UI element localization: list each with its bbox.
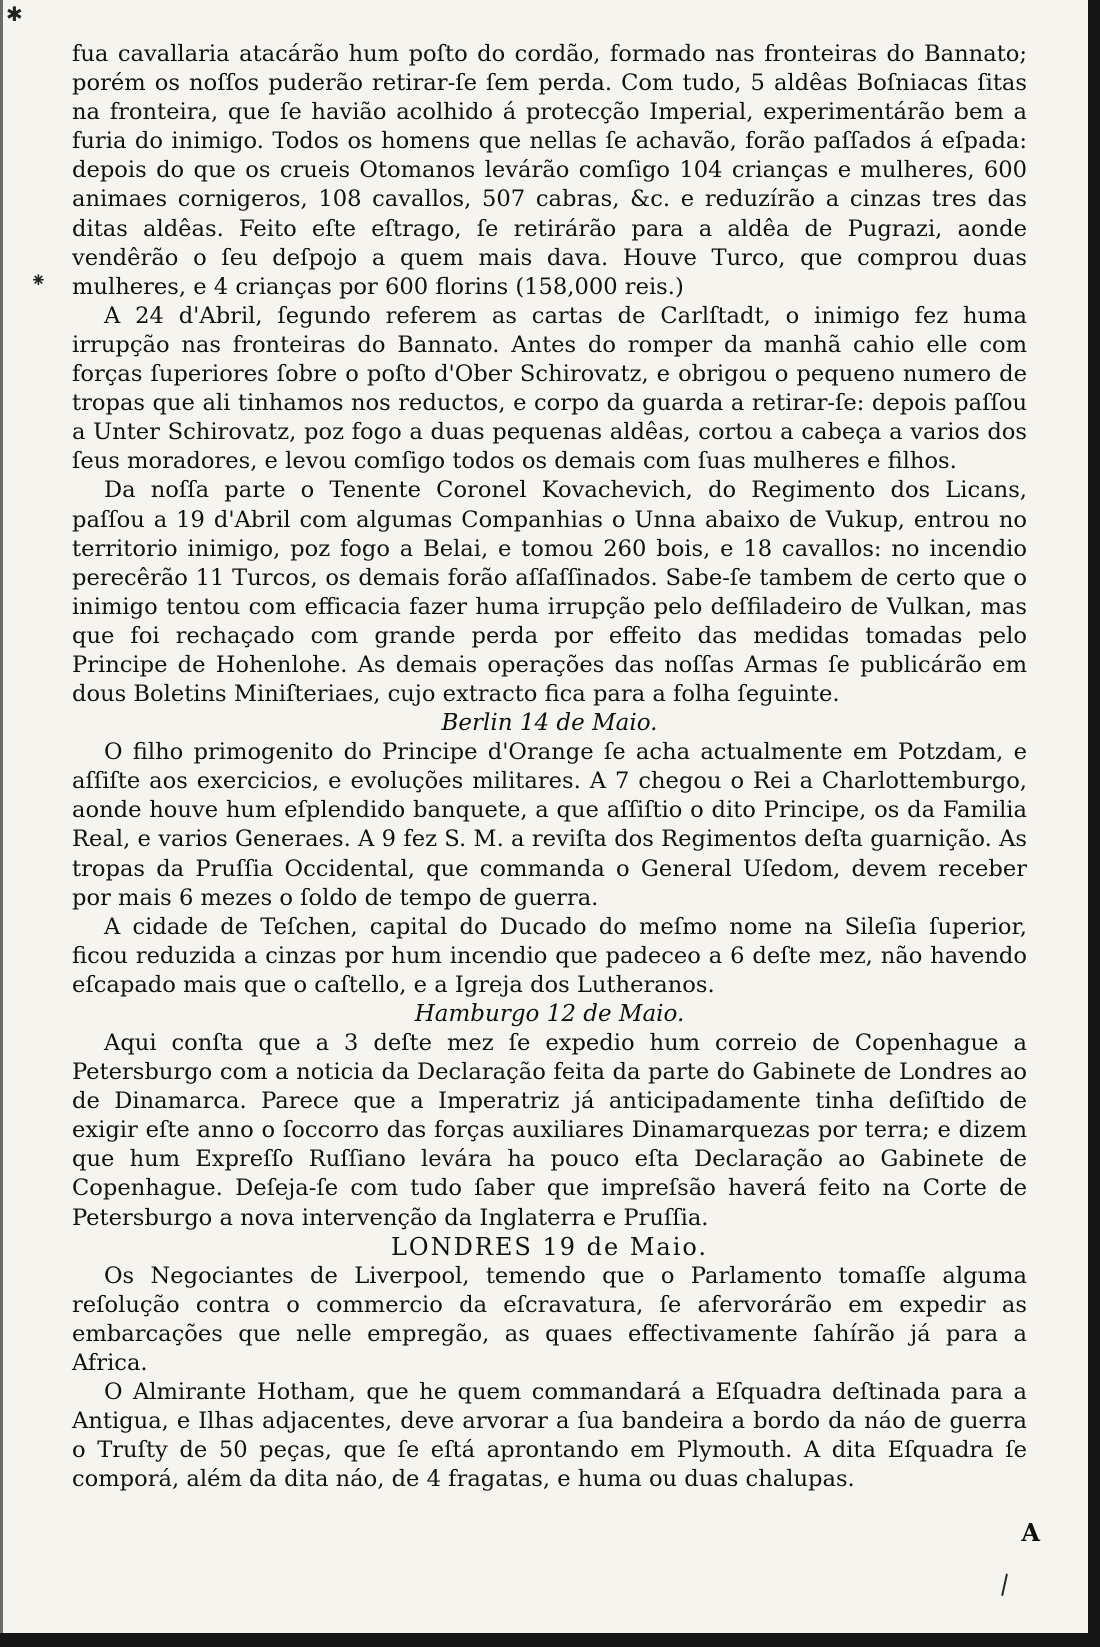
paragraph-teschen: A cidade de Teſchen, capital do Ducado do meſmo nome na Sileſia ſuperior, ficou reduzida a cinzas por hum incendio que padeceo a 6 deſte mez, não havendo eſcapado mais que o caſtello, e a Igreja dos Lutheranos. <box>72 913 1027 998</box>
paragraph-carlstadt: A 24 d'Abril, ſegundo referem as cartas de Carlſtadt, o inimigo fez huma irrupção nas fronteiras do Bannato. Antes do romper da manhã cahio elle com forças ſuperiores ſobre o poſto d'Ober Schirovatz, e obrigou o pequeno numero de tropas que ali tinhamos nos reductos, e corpo da guarda a retirar-ſe: depois paſſou a Unter Schirovatz, poz fogo a duas pequenas aldêas, cortou a cabeça a varios dos ſeus moradores, e levou comſigo todos os demais com ſuas mulheres e filhos. <box>72 302 1027 475</box>
paragraph-continued: fua cavallaria atacárão hum poſto do cordão, formado nas fronteiras do Bannato; porém os noſſos puderão retirar-ſe ſem perda. Com tudo, 5 aldêas Boſniacas ſitas na fronteira, que ſe havião acolhido á protecção Imperial, experimentárão bem a furia do inimigo. Todos os homens que nellas ſe achavão, forão paſſados á eſpada: depois do que os crueis Otomanos levárão comſigo 104 crianças e mulheres, 600 animaes cornigeros, 108 cavallos, 507 cabras, &c. e reduzírão a cinzas tres das ditas aldêas. Feito eſte eſtrago, ſe retirárão para a aldêa de Pugrazi, aonde vendêrão o ſeu deſpojo a quem mais dava. Houve Turco, que comprou duas mulheres, e 4 crianças por 600 florins (158,000 reis.) <box>72 41 1027 300</box>
dateline-berlin: Berlin 14 de Maio. <box>441 710 658 737</box>
paragraph-liverpool: Os Negociantes de Liverpool, temendo que o Parlamento tomaſſe alguma reſolução contra o commercio da eſcravatura, ſe afervorárão em expedir as embarcações que nelle empregão, as quaes effectivamente ſahírão já para a Africa. <box>72 1262 1027 1376</box>
page-edge-right <box>1088 0 1100 1647</box>
text-column <box>72 40 1027 1494</box>
page-edge-left <box>0 0 3 1647</box>
paragraph-orange: O filho primogenito do Principe d'Orange ſe acha actualmente em Potzdam, e aſſiſte aos exercicios, e evoluções militares. A 7 chegou o Rei a Charlottemburgo, aonde houve hum eſplendido banquete, a que aſſiſtio o dito Principe, os da Familia Real, e varios Generaes. A 9 fez S. M. a reviſta dos Regimentos deſta guarnição. As tropas da Pruſſia Occidental, que commanda o General Uſedom, devem receber por mais 6 mezes o ſoldo de tempo de guerra. <box>72 739 1027 911</box>
catchword: A <box>1021 1518 1040 1547</box>
paragraph-hotham: O Almirante Hotham, que he quem commandará a Eſquadra deſtinada para a Antigua, e Ilhas adjacentes, deve arvorar a ſua bandeira a bordo da náo de guerra o Truſty de 50 peças, que ſe eſtá aprontando em Plymouth. A dita Eſquadra ſe comporá, além da dita náo, de 4 fragatas, e huma ou duas chalupas. <box>72 1379 1027 1493</box>
dateline-londres: LONDRES 19 de Maio. <box>390 1232 709 1261</box>
dateline-hamburgo: Hamburgo 12 de Maio. <box>414 1001 685 1027</box>
ink-speck-icon: ⁕ <box>30 268 47 292</box>
paragraph-copenhague: Aqui conſta que a 3 deſte mez ſe expedio hum correio de Copenhague a Petersburgo com a noticia da Declaração feita da parte do Gabinete de Londres ao de Dinamarca. Parece que a Imperatriz já anticipadamente tinha deſiſtido de exigir eſte anno o ſoccorro das forças auxiliares Dinamarquezas por terra; e dizem que hum Expreſſo Ruſſiano levára ha pouco eſta Declaração ao Gabinete de Copenhague. Deſeja-ſe com tudo ſaber que impreſsão haverá feito na Corte de Petersburgo a nova intervenção da Inglaterra e Pruſſia. <box>72 1030 1027 1231</box>
page-edge-bottom <box>0 1633 1100 1647</box>
ink-speck-icon: ✱ <box>6 2 23 26</box>
ink-stroke-icon: \ <box>993 1569 1016 1601</box>
paragraph-kovachevich: Da noſſa parte o Tenente Coronel Kovachevich, do Regimento dos Licans, paſſou a 19 d'Abril com algumas Companhias o Unna abaixo de Vukup, entrou no territorio inimigo, poz fogo a Belai, e tomou 260 bois, e 18 cavallos: no incendio perecêrão 11 Turcos, os demais forão aſſaſſinados. Sabe-ſe tambem de certo que o inimigo tentou com efficacia fazer huma irrupção pelo deſfiladeiro de Vulkan, mas que foi rechaçado com grande perda por effeito das medidas tomadas pelo Principe de Hohenlohe. As demais operações das noſſas Armas ſe publicárão em dous Boletins Miniſteriaes, cujo extracto fica para a folha ſeguinte. <box>72 477 1027 708</box>
